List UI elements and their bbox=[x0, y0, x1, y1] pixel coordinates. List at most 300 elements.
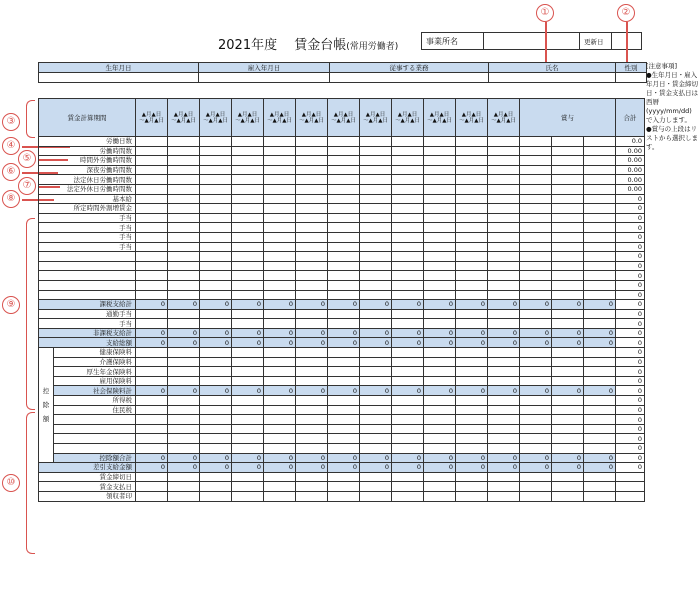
value-cell[interactable] bbox=[264, 290, 296, 300]
value-cell[interactable]: 0 bbox=[328, 328, 360, 338]
value-cell[interactable] bbox=[328, 184, 360, 194]
value-cell[interactable] bbox=[136, 376, 168, 386]
value-cell[interactable]: 0 bbox=[520, 328, 552, 338]
value-cell[interactable] bbox=[552, 271, 584, 281]
value-cell[interactable] bbox=[584, 309, 616, 319]
value-cell[interactable] bbox=[200, 204, 232, 214]
value-cell[interactable] bbox=[296, 261, 328, 271]
value-cell[interactable] bbox=[168, 491, 200, 501]
value-cell[interactable] bbox=[328, 242, 360, 252]
value-cell[interactable] bbox=[552, 348, 584, 358]
value-cell[interactable] bbox=[200, 415, 232, 425]
value-cell[interactable] bbox=[520, 309, 552, 319]
value-cell[interactable] bbox=[360, 405, 392, 415]
value-cell[interactable] bbox=[424, 491, 456, 501]
value-cell[interactable]: 0 bbox=[520, 386, 552, 396]
value-cell[interactable] bbox=[296, 482, 328, 492]
value-cell[interactable] bbox=[232, 280, 264, 290]
value-cell[interactable] bbox=[264, 319, 296, 329]
value-cell[interactable] bbox=[392, 223, 424, 233]
value-cell[interactable] bbox=[488, 424, 520, 434]
value-cell[interactable] bbox=[168, 175, 200, 185]
value-cell[interactable] bbox=[328, 348, 360, 358]
value-cell[interactable] bbox=[584, 137, 616, 147]
value-cell[interactable] bbox=[584, 146, 616, 156]
value-cell[interactable] bbox=[296, 348, 328, 358]
value-cell[interactable] bbox=[136, 184, 168, 194]
value-cell[interactable] bbox=[360, 415, 392, 425]
value-cell[interactable]: 0 bbox=[136, 463, 168, 473]
value-cell[interactable] bbox=[520, 280, 552, 290]
value-cell[interactable] bbox=[232, 290, 264, 300]
value-cell[interactable] bbox=[552, 472, 584, 482]
value-cell[interactable] bbox=[456, 348, 488, 358]
value-cell[interactable]: 0 bbox=[456, 328, 488, 338]
value-cell[interactable] bbox=[264, 252, 296, 262]
value-cell[interactable]: 0 bbox=[360, 338, 392, 348]
value-cell[interactable]: 0 bbox=[488, 453, 520, 463]
value-cell[interactable]: 0 bbox=[424, 463, 456, 473]
value-cell[interactable] bbox=[392, 137, 424, 147]
value-cell[interactable] bbox=[168, 472, 200, 482]
value-cell[interactable] bbox=[360, 472, 392, 482]
value-cell[interactable] bbox=[328, 156, 360, 166]
value-cell[interactable] bbox=[136, 482, 168, 492]
value-cell[interactable] bbox=[392, 376, 424, 386]
value-cell[interactable] bbox=[360, 357, 392, 367]
value-cell[interactable] bbox=[136, 213, 168, 223]
value-cell[interactable] bbox=[232, 261, 264, 271]
value-cell[interactable] bbox=[488, 280, 520, 290]
value-cell[interactable] bbox=[424, 405, 456, 415]
value-cell[interactable] bbox=[360, 319, 392, 329]
value-cell[interactable] bbox=[168, 357, 200, 367]
value-cell[interactable] bbox=[328, 280, 360, 290]
value-cell[interactable] bbox=[552, 232, 584, 242]
value-cell[interactable] bbox=[520, 146, 552, 156]
value-cell[interactable] bbox=[392, 319, 424, 329]
value-cell[interactable] bbox=[520, 137, 552, 147]
value-cell[interactable] bbox=[296, 156, 328, 166]
value-cell[interactable] bbox=[136, 290, 168, 300]
value-cell[interactable] bbox=[296, 242, 328, 252]
value-cell[interactable] bbox=[296, 175, 328, 185]
value-cell[interactable] bbox=[360, 271, 392, 281]
value-cell[interactable] bbox=[424, 156, 456, 166]
value-cell[interactable] bbox=[328, 405, 360, 415]
value-cell[interactable] bbox=[328, 376, 360, 386]
value-cell[interactable] bbox=[584, 261, 616, 271]
value-cell[interactable] bbox=[232, 175, 264, 185]
value-cell[interactable] bbox=[360, 156, 392, 166]
value-cell[interactable] bbox=[136, 223, 168, 233]
value-cell[interactable] bbox=[360, 232, 392, 242]
value-cell[interactable] bbox=[424, 396, 456, 406]
value-cell[interactable] bbox=[232, 194, 264, 204]
value-cell[interactable] bbox=[488, 405, 520, 415]
value-cell[interactable] bbox=[552, 405, 584, 415]
value-cell[interactable] bbox=[296, 137, 328, 147]
value-cell[interactable] bbox=[392, 271, 424, 281]
value-cell[interactable] bbox=[520, 376, 552, 386]
value-cell[interactable] bbox=[200, 376, 232, 386]
value-cell[interactable] bbox=[296, 194, 328, 204]
value-cell[interactable]: 0 bbox=[552, 328, 584, 338]
value-cell[interactable] bbox=[552, 223, 584, 233]
value-cell[interactable]: 0 bbox=[296, 338, 328, 348]
value-cell[interactable] bbox=[232, 146, 264, 156]
value-cell[interactable] bbox=[520, 348, 552, 358]
value-cell[interactable] bbox=[488, 348, 520, 358]
value-cell[interactable]: 0 bbox=[520, 463, 552, 473]
value-cell[interactable] bbox=[360, 348, 392, 358]
value-cell[interactable] bbox=[296, 223, 328, 233]
value-cell[interactable] bbox=[584, 232, 616, 242]
value-cell[interactable]: 0 bbox=[200, 328, 232, 338]
value-cell[interactable] bbox=[584, 348, 616, 358]
value-cell[interactable] bbox=[488, 223, 520, 233]
value-cell[interactable] bbox=[200, 175, 232, 185]
value-cell[interactable] bbox=[488, 319, 520, 329]
value-cell[interactable] bbox=[360, 252, 392, 262]
value-cell[interactable] bbox=[200, 165, 232, 175]
value-cell[interactable] bbox=[424, 252, 456, 262]
value-cell[interactable]: 0 bbox=[136, 338, 168, 348]
value-cell[interactable]: 0 bbox=[584, 338, 616, 348]
value-cell[interactable] bbox=[296, 204, 328, 214]
value-cell[interactable] bbox=[168, 165, 200, 175]
value-cell[interactable] bbox=[296, 444, 328, 454]
value-cell[interactable] bbox=[136, 165, 168, 175]
value-cell[interactable]: 0 bbox=[264, 300, 296, 310]
value-cell[interactable] bbox=[328, 367, 360, 377]
value-cell[interactable]: 0 bbox=[360, 386, 392, 396]
value-cell[interactable] bbox=[168, 194, 200, 204]
value-cell[interactable] bbox=[232, 309, 264, 319]
value-cell[interactable] bbox=[552, 424, 584, 434]
value-cell[interactable]: 0 bbox=[488, 328, 520, 338]
value-cell[interactable]: 0 bbox=[552, 338, 584, 348]
value-cell[interactable] bbox=[136, 280, 168, 290]
value-cell[interactable] bbox=[136, 357, 168, 367]
value-cell[interactable] bbox=[520, 472, 552, 482]
value-cell[interactable] bbox=[552, 415, 584, 425]
value-cell[interactable] bbox=[392, 491, 424, 501]
value-cell[interactable] bbox=[424, 261, 456, 271]
value-cell[interactable] bbox=[552, 319, 584, 329]
value-cell[interactable] bbox=[456, 232, 488, 242]
value-cell[interactable] bbox=[424, 175, 456, 185]
value-cell[interactable] bbox=[168, 242, 200, 252]
value-cell[interactable] bbox=[552, 357, 584, 367]
value-cell[interactable] bbox=[552, 165, 584, 175]
value-cell[interactable] bbox=[392, 165, 424, 175]
value-cell[interactable] bbox=[520, 261, 552, 271]
value-cell[interactable] bbox=[584, 271, 616, 281]
value-cell[interactable] bbox=[360, 280, 392, 290]
value-cell[interactable] bbox=[360, 146, 392, 156]
value-cell[interactable] bbox=[520, 184, 552, 194]
value-cell[interactable] bbox=[488, 146, 520, 156]
value-cell[interactable] bbox=[584, 424, 616, 434]
value-cell[interactable] bbox=[552, 280, 584, 290]
value-cell[interactable] bbox=[360, 444, 392, 454]
value-cell[interactable]: 0 bbox=[264, 386, 296, 396]
value-cell[interactable] bbox=[168, 204, 200, 214]
value-cell[interactable] bbox=[424, 472, 456, 482]
value-cell[interactable] bbox=[136, 137, 168, 147]
value-cell[interactable] bbox=[168, 434, 200, 444]
value-cell[interactable] bbox=[584, 405, 616, 415]
value-cell[interactable]: 0 bbox=[232, 300, 264, 310]
value-cell[interactable] bbox=[392, 367, 424, 377]
value-cell[interactable] bbox=[424, 137, 456, 147]
value-cell[interactable] bbox=[296, 396, 328, 406]
value-cell[interactable] bbox=[264, 204, 296, 214]
value-cell[interactable] bbox=[488, 137, 520, 147]
value-cell[interactable] bbox=[488, 309, 520, 319]
value-cell[interactable] bbox=[552, 252, 584, 262]
value-cell[interactable] bbox=[520, 232, 552, 242]
value-cell[interactable] bbox=[136, 444, 168, 454]
value-cell[interactable] bbox=[232, 434, 264, 444]
value-cell[interactable] bbox=[264, 194, 296, 204]
value-cell[interactable] bbox=[552, 184, 584, 194]
value-cell[interactable] bbox=[456, 280, 488, 290]
month-period-4[interactable] bbox=[232, 99, 264, 137]
value-cell[interactable] bbox=[392, 309, 424, 319]
value-cell[interactable]: 0 bbox=[456, 386, 488, 396]
value-cell[interactable] bbox=[392, 184, 424, 194]
value-cell[interactable]: 0 bbox=[168, 386, 200, 396]
value-cell[interactable] bbox=[168, 444, 200, 454]
value-cell[interactable] bbox=[552, 376, 584, 386]
value-cell[interactable]: 0 bbox=[424, 386, 456, 396]
value-cell[interactable] bbox=[232, 319, 264, 329]
value-cell[interactable] bbox=[200, 357, 232, 367]
value-cell[interactable] bbox=[488, 213, 520, 223]
value-cell[interactable] bbox=[520, 482, 552, 492]
value-cell[interactable] bbox=[264, 232, 296, 242]
value-cell[interactable] bbox=[456, 444, 488, 454]
value-cell[interactable] bbox=[200, 405, 232, 415]
value-cell[interactable] bbox=[552, 137, 584, 147]
value-cell[interactable] bbox=[136, 491, 168, 501]
value-cell[interactable]: 0 bbox=[200, 463, 232, 473]
value-cell[interactable] bbox=[424, 232, 456, 242]
value-cell[interactable] bbox=[168, 309, 200, 319]
value-cell[interactable] bbox=[456, 223, 488, 233]
value-cell[interactable] bbox=[488, 242, 520, 252]
value-cell[interactable] bbox=[264, 271, 296, 281]
value-cell[interactable] bbox=[296, 405, 328, 415]
value-cell[interactable] bbox=[296, 184, 328, 194]
value-cell[interactable] bbox=[296, 319, 328, 329]
value-cell[interactable] bbox=[456, 165, 488, 175]
value-cell[interactable] bbox=[360, 376, 392, 386]
job-field[interactable] bbox=[330, 73, 489, 83]
value-cell[interactable]: 0 bbox=[328, 463, 360, 473]
value-cell[interactable] bbox=[488, 165, 520, 175]
value-cell[interactable]: 0 bbox=[456, 338, 488, 348]
value-cell[interactable] bbox=[552, 367, 584, 377]
value-cell[interactable] bbox=[200, 280, 232, 290]
value-cell[interactable] bbox=[136, 194, 168, 204]
value-cell[interactable]: 0 bbox=[168, 463, 200, 473]
value-cell[interactable] bbox=[264, 165, 296, 175]
value-cell[interactable] bbox=[552, 434, 584, 444]
value-cell[interactable] bbox=[488, 376, 520, 386]
value-cell[interactable] bbox=[456, 146, 488, 156]
value-cell[interactable] bbox=[264, 348, 296, 358]
value-cell[interactable] bbox=[456, 242, 488, 252]
value-cell[interactable] bbox=[264, 146, 296, 156]
value-cell[interactable] bbox=[552, 204, 584, 214]
value-cell[interactable] bbox=[136, 415, 168, 425]
value-cell[interactable] bbox=[136, 261, 168, 271]
value-cell[interactable]: 0 bbox=[424, 328, 456, 338]
value-cell[interactable] bbox=[264, 175, 296, 185]
value-cell[interactable] bbox=[328, 204, 360, 214]
value-cell[interactable] bbox=[552, 213, 584, 223]
value-cell[interactable] bbox=[136, 204, 168, 214]
value-cell[interactable]: 0 bbox=[200, 300, 232, 310]
value-cell[interactable] bbox=[232, 357, 264, 367]
value-cell[interactable] bbox=[584, 175, 616, 185]
value-cell[interactable] bbox=[360, 367, 392, 377]
birth-date-field[interactable] bbox=[39, 73, 199, 83]
value-cell[interactable] bbox=[232, 213, 264, 223]
value-cell[interactable] bbox=[392, 472, 424, 482]
value-cell[interactable] bbox=[136, 405, 168, 415]
value-cell[interactable] bbox=[360, 309, 392, 319]
value-cell[interactable] bbox=[520, 156, 552, 166]
value-cell[interactable] bbox=[584, 472, 616, 482]
value-cell[interactable] bbox=[200, 156, 232, 166]
value-cell[interactable] bbox=[296, 309, 328, 319]
value-cell[interactable] bbox=[552, 309, 584, 319]
value-cell[interactable]: 0 bbox=[296, 463, 328, 473]
value-cell[interactable] bbox=[392, 232, 424, 242]
value-cell[interactable] bbox=[200, 491, 232, 501]
value-cell[interactable] bbox=[264, 280, 296, 290]
value-cell[interactable] bbox=[328, 252, 360, 262]
value-cell[interactable] bbox=[456, 367, 488, 377]
value-cell[interactable] bbox=[232, 482, 264, 492]
value-cell[interactable] bbox=[488, 261, 520, 271]
value-cell[interactable] bbox=[328, 444, 360, 454]
value-cell[interactable] bbox=[328, 232, 360, 242]
value-cell[interactable] bbox=[392, 434, 424, 444]
value-cell[interactable] bbox=[264, 261, 296, 271]
value-cell[interactable]: 0 bbox=[328, 300, 360, 310]
value-cell[interactable]: 0 bbox=[424, 338, 456, 348]
value-cell[interactable] bbox=[136, 156, 168, 166]
value-cell[interactable]: 0 bbox=[456, 463, 488, 473]
month-period-9[interactable] bbox=[392, 99, 424, 137]
value-cell[interactable]: 0 bbox=[584, 463, 616, 473]
value-cell[interactable] bbox=[168, 396, 200, 406]
value-cell[interactable] bbox=[264, 223, 296, 233]
value-cell[interactable] bbox=[168, 252, 200, 262]
value-cell[interactable] bbox=[520, 319, 552, 329]
value-cell[interactable] bbox=[392, 405, 424, 415]
value-cell[interactable] bbox=[168, 213, 200, 223]
value-cell[interactable] bbox=[488, 491, 520, 501]
value-cell[interactable]: 0 bbox=[168, 300, 200, 310]
value-cell[interactable]: 0 bbox=[328, 386, 360, 396]
value-cell[interactable] bbox=[200, 184, 232, 194]
value-cell[interactable] bbox=[392, 204, 424, 214]
value-cell[interactable] bbox=[200, 348, 232, 358]
value-cell[interactable] bbox=[552, 482, 584, 492]
value-cell[interactable] bbox=[424, 309, 456, 319]
value-cell[interactable] bbox=[296, 280, 328, 290]
month-period-5[interactable] bbox=[264, 99, 296, 137]
value-cell[interactable]: 0 bbox=[168, 338, 200, 348]
value-cell[interactable] bbox=[456, 472, 488, 482]
value-cell[interactable] bbox=[232, 137, 264, 147]
value-cell[interactable] bbox=[200, 396, 232, 406]
value-cell[interactable] bbox=[424, 376, 456, 386]
value-cell[interactable]: 0 bbox=[136, 453, 168, 463]
value-cell[interactable]: 0 bbox=[200, 338, 232, 348]
value-cell[interactable] bbox=[232, 184, 264, 194]
value-cell[interactable]: 0 bbox=[584, 300, 616, 310]
value-cell[interactable]: 0 bbox=[232, 338, 264, 348]
value-cell[interactable] bbox=[392, 156, 424, 166]
value-cell[interactable] bbox=[296, 271, 328, 281]
value-cell[interactable]: 0 bbox=[488, 300, 520, 310]
value-cell[interactable] bbox=[232, 242, 264, 252]
value-cell[interactable] bbox=[232, 156, 264, 166]
value-cell[interactable] bbox=[264, 137, 296, 147]
value-cell[interactable] bbox=[584, 376, 616, 386]
value-cell[interactable] bbox=[360, 137, 392, 147]
value-cell[interactable]: 0 bbox=[456, 453, 488, 463]
value-cell[interactable] bbox=[520, 175, 552, 185]
value-cell[interactable] bbox=[360, 165, 392, 175]
value-cell[interactable] bbox=[168, 137, 200, 147]
value-cell[interactable] bbox=[424, 357, 456, 367]
value-cell[interactable]: 0 bbox=[552, 386, 584, 396]
value-cell[interactable]: 0 bbox=[360, 463, 392, 473]
value-cell[interactable] bbox=[488, 444, 520, 454]
value-cell[interactable] bbox=[200, 252, 232, 262]
value-cell[interactable] bbox=[136, 175, 168, 185]
value-cell[interactable] bbox=[392, 194, 424, 204]
value-cell[interactable]: 0 bbox=[392, 453, 424, 463]
value-cell[interactable] bbox=[328, 396, 360, 406]
value-cell[interactable] bbox=[264, 376, 296, 386]
value-cell[interactable] bbox=[456, 415, 488, 425]
value-cell[interactable] bbox=[392, 290, 424, 300]
value-cell[interactable] bbox=[200, 444, 232, 454]
value-cell[interactable] bbox=[584, 223, 616, 233]
value-cell[interactable] bbox=[296, 376, 328, 386]
value-cell[interactable] bbox=[424, 290, 456, 300]
value-cell[interactable] bbox=[232, 348, 264, 358]
value-cell[interactable] bbox=[488, 482, 520, 492]
value-cell[interactable] bbox=[520, 424, 552, 434]
value-cell[interactable] bbox=[520, 271, 552, 281]
value-cell[interactable] bbox=[200, 194, 232, 204]
value-cell[interactable] bbox=[584, 204, 616, 214]
value-cell[interactable] bbox=[200, 482, 232, 492]
value-cell[interactable] bbox=[296, 252, 328, 262]
value-cell[interactable] bbox=[488, 194, 520, 204]
value-cell[interactable] bbox=[488, 252, 520, 262]
